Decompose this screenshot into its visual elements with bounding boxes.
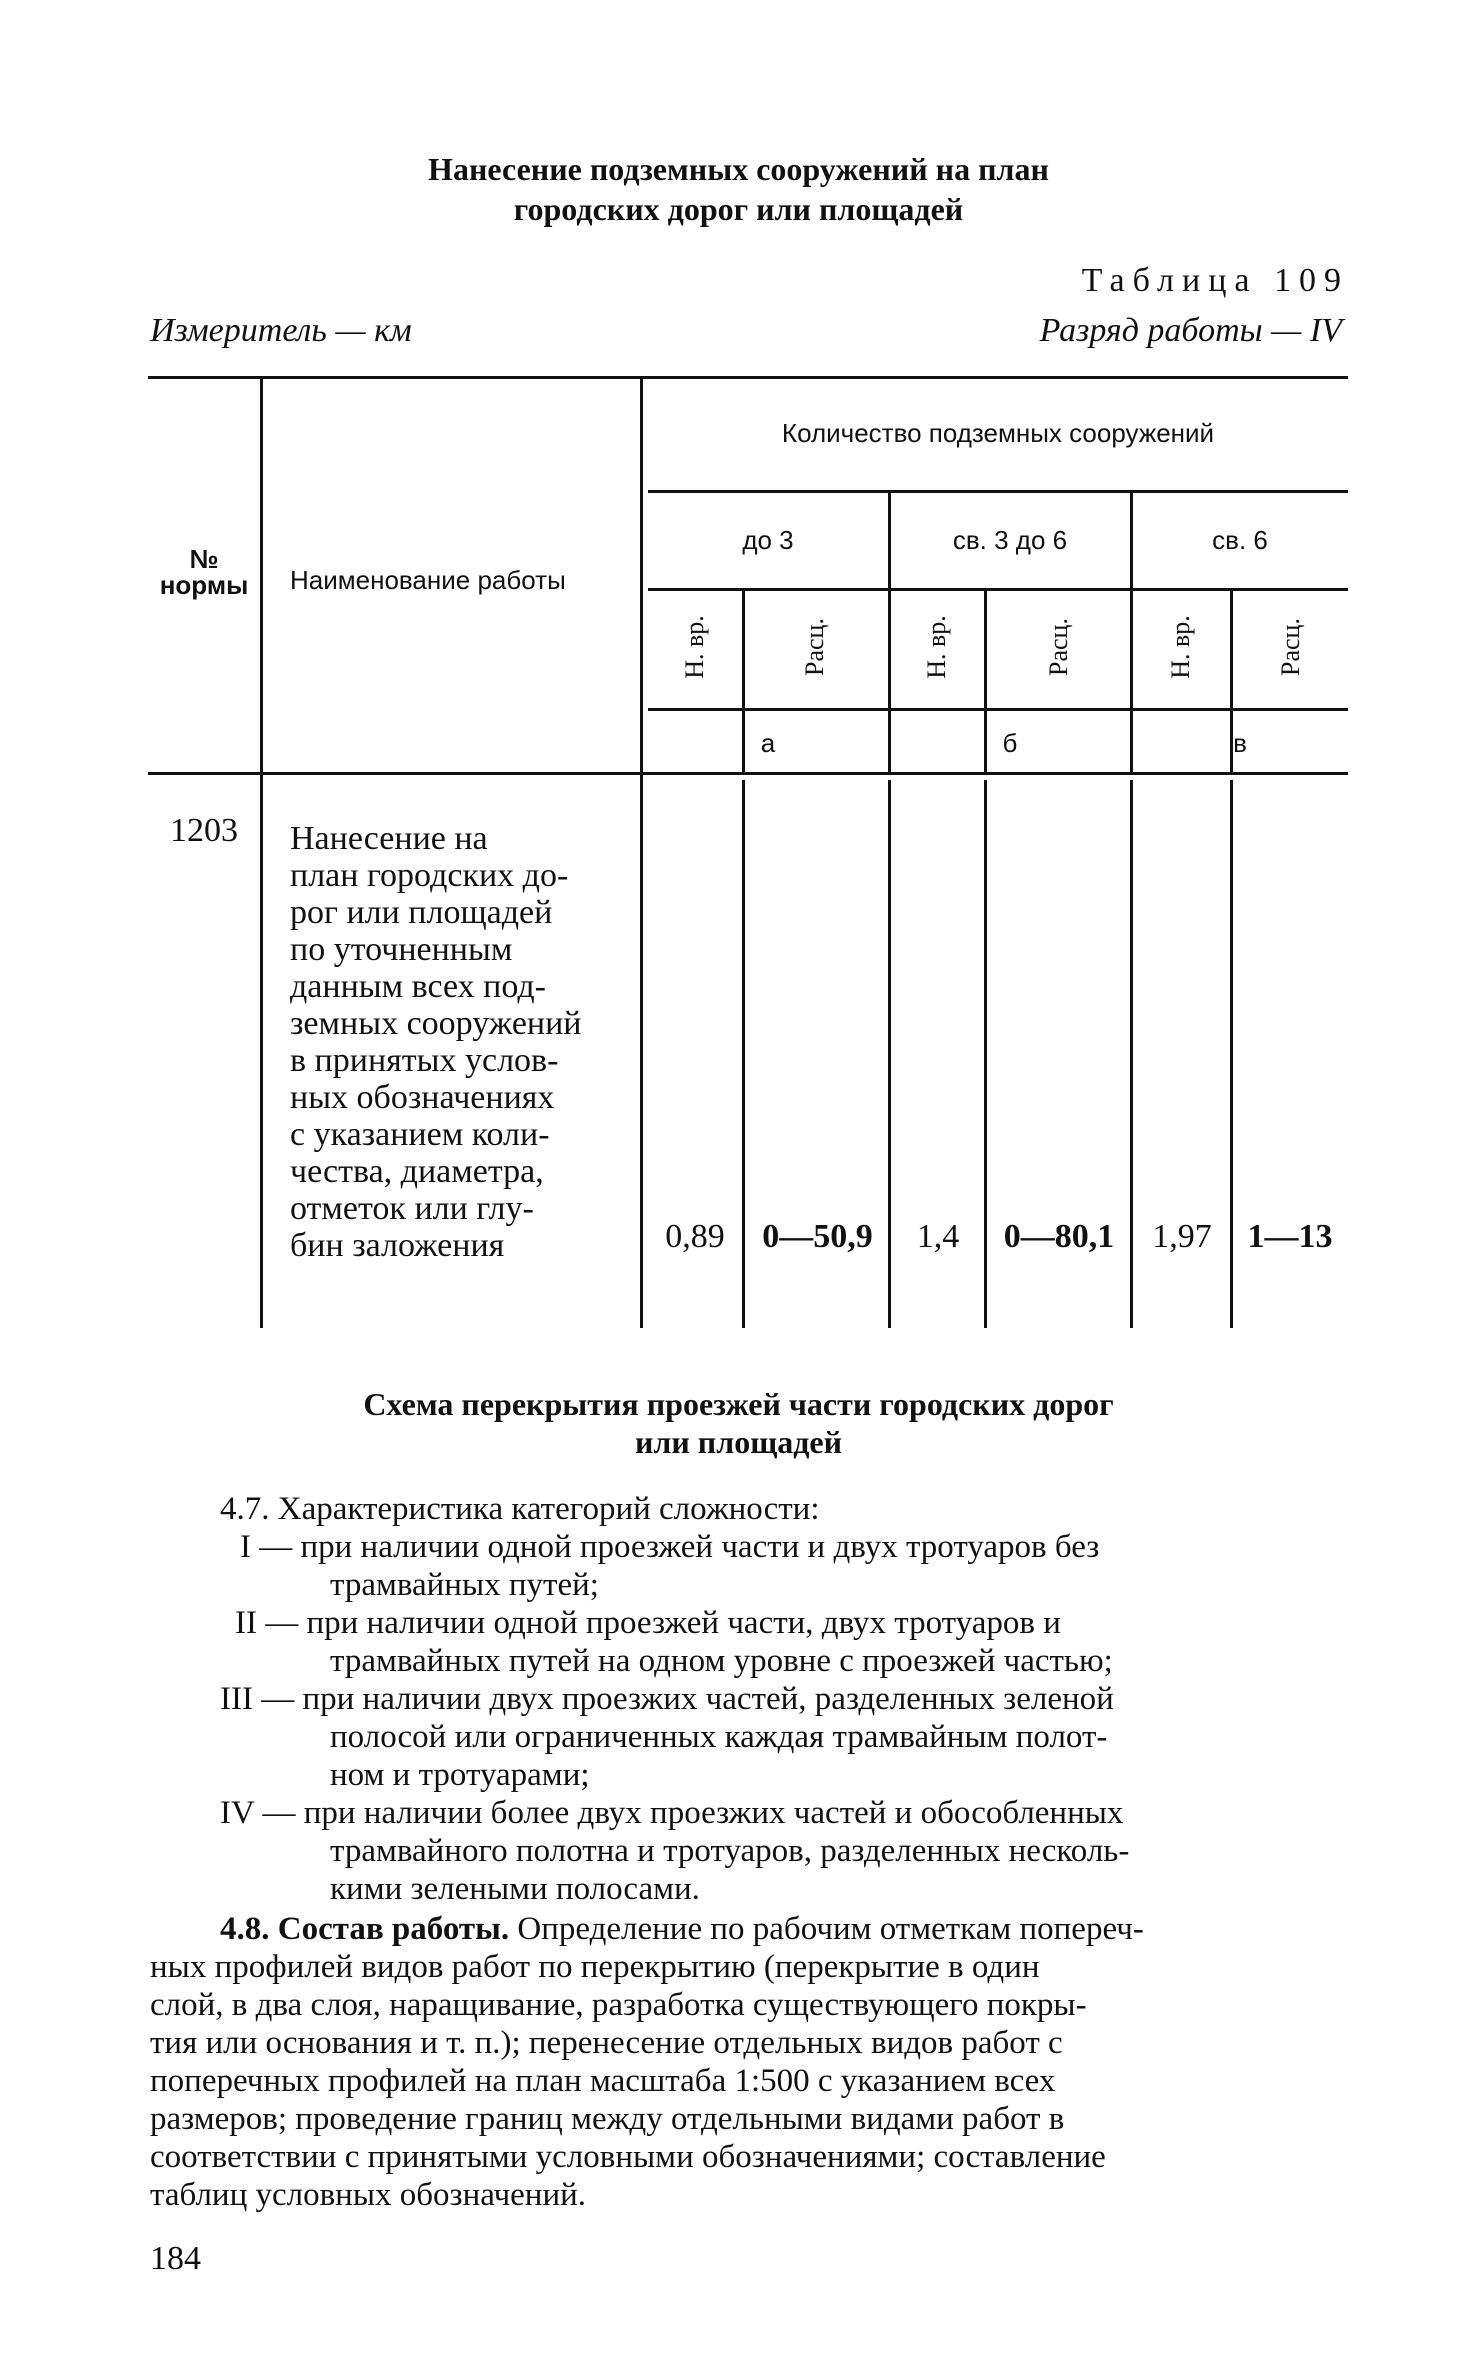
meter-label: Измеритель — км bbox=[150, 312, 412, 349]
work-name-line: чества, диаметра, bbox=[290, 1153, 544, 1190]
group-header-rule bbox=[648, 490, 1348, 493]
value-time-a: 0,89 bbox=[665, 1218, 725, 1255]
value-time-c: 1,97 bbox=[1152, 1218, 1212, 1255]
table-header-bottom-rule bbox=[148, 772, 1348, 775]
work-name-line: по уточненным bbox=[290, 931, 513, 968]
work-name bbox=[290, 820, 620, 1264]
section-heading-line2: или площадей bbox=[634, 1424, 843, 1460]
clause-4-7-line: трамвайных путей на одном уровне с проезжей частью; bbox=[330, 1643, 1113, 1679]
subcol-time-1: Н. вр. bbox=[680, 615, 709, 679]
work-name-line: бин заложения bbox=[290, 1227, 505, 1264]
subcol-time-3: Н. вр. bbox=[1166, 615, 1195, 679]
clause-4-8 bbox=[150, 1910, 1350, 2214]
col-norm-header bbox=[148, 546, 260, 598]
clause-4-8-line: тия или основания и т. п.); перенесение отдельных видов работ с bbox=[150, 2025, 1063, 2061]
letter-c: в bbox=[1233, 728, 1247, 758]
work-name-line: в принятых услов- bbox=[290, 1042, 559, 1079]
col-norm-header-sign: № bbox=[189, 544, 219, 574]
clause-4-7-line: 4.7. Характеристика категорий сложности: bbox=[220, 1491, 820, 1527]
work-name-line: рог или площадей bbox=[290, 894, 553, 931]
clause-4-7 bbox=[150, 1490, 1350, 1908]
clause-4-8-line: слой, в два слоя, наращивание, разработка существующего покры- bbox=[150, 1987, 1087, 2023]
work-name-line: земных сооружений bbox=[290, 1005, 582, 1042]
work-name-line: данным всех под- bbox=[290, 968, 546, 1005]
work-name-line: Нанесение на bbox=[290, 820, 488, 857]
letter-a: а bbox=[760, 728, 776, 758]
clause-4-7-line: III — при наличии двух проезжих частей, разделенных зеленой bbox=[220, 1681, 1114, 1717]
clause-4-8-line: соответствии с принятыми условными обозначениями; составление bbox=[150, 2139, 1106, 2175]
page-heading-line1: Нанесение подземных сооружений на план bbox=[428, 151, 1049, 187]
clause-4-7-line: IV — при наличии более двух проезжих частей и обособленных bbox=[220, 1795, 1124, 1831]
subgroup-rule bbox=[648, 588, 1348, 591]
clause-4-7-line: кими зелеными полосами. bbox=[330, 1871, 700, 1907]
section-heading-line1: Схема перекрытия проезжей части городских дорог bbox=[363, 1386, 1114, 1422]
clause-4-8-first-line bbox=[150, 1910, 1350, 1948]
subcol-rate-2: Расц. bbox=[1044, 618, 1073, 676]
clause-4-7-line: I — при наличии одной проезжей части и двух тротуаров без bbox=[240, 1529, 1100, 1565]
subcol-rate-1: Расц. bbox=[800, 618, 829, 676]
clause-4-8-line: поперечных профилей на план масштаба 1:500 с указанием всех bbox=[150, 2063, 1056, 2099]
work-name-line: план городских до- bbox=[290, 857, 569, 894]
work-name-line: отметок или глу- bbox=[290, 1190, 534, 1227]
page-number: 184 bbox=[150, 2240, 201, 2277]
category-label: Разряд работы — IV bbox=[1039, 312, 1342, 349]
group-header: Количество подземных сооружений bbox=[781, 418, 1215, 448]
clause-4-8-line: размеров; проведение границ между отдельными видами работ в bbox=[150, 2101, 1065, 2137]
work-name-line: с указанием коли- bbox=[290, 1116, 550, 1153]
page-heading-line2: городских дорог или площадей bbox=[513, 191, 964, 227]
clause-4-7-line: полосой или ограниченных каждая трамвайным полот- bbox=[330, 1719, 1108, 1755]
clause-4-8-first: Определение по рабочим отметкам попереч- bbox=[509, 1911, 1144, 1947]
subgroup-2: св. 3 до 6 bbox=[952, 525, 1068, 555]
col-norm-header-text: нормы bbox=[159, 570, 249, 600]
subgroup-1: до 3 bbox=[742, 525, 794, 555]
value-rate-a: 0—50,9 bbox=[762, 1218, 873, 1255]
clause-4-7-line: трамвайного полотна и тротуаров, разделенных несколь- bbox=[330, 1833, 1130, 1869]
value-rate-c: 1—13 bbox=[1247, 1218, 1333, 1255]
norm-number: 1203 bbox=[170, 812, 238, 849]
value-rate-b: 0—80,1 bbox=[1003, 1218, 1115, 1255]
clause-4-8-line: таблиц условных обозначений. bbox=[150, 2177, 587, 2213]
clause-4-7-line: трамвайных путей; bbox=[330, 1567, 599, 1603]
col-divider-norm bbox=[260, 376, 263, 1328]
col-divider-name bbox=[640, 376, 643, 1328]
subcol-rule bbox=[648, 708, 1348, 711]
letter-b: б bbox=[1002, 728, 1018, 758]
work-name-line: ных обозначениях bbox=[290, 1079, 555, 1116]
table-label: Таблица 109 bbox=[1081, 262, 1349, 299]
clause-4-7-line: II — при наличии одной проезжей части, двух тротуаров и bbox=[235, 1605, 1061, 1641]
subcol-time-2: Н. вр. bbox=[922, 615, 951, 679]
clause-4-8-line: ных профилей видов работ по перекрытию (перекрытие в один bbox=[150, 1949, 1040, 1985]
subcol-rate-3: Расц. bbox=[1276, 618, 1305, 676]
table-top-rule bbox=[148, 376, 1348, 379]
col-name-header: Наименование работы bbox=[290, 565, 566, 595]
subgroup-3: св. 6 bbox=[1212, 525, 1268, 555]
value-time-b: 1,4 bbox=[916, 1218, 960, 1255]
clause-4-8-lead: 4.8. Состав работы. bbox=[220, 1911, 510, 1947]
clause-4-7-line: ном и тротуарами; bbox=[330, 1757, 590, 1793]
